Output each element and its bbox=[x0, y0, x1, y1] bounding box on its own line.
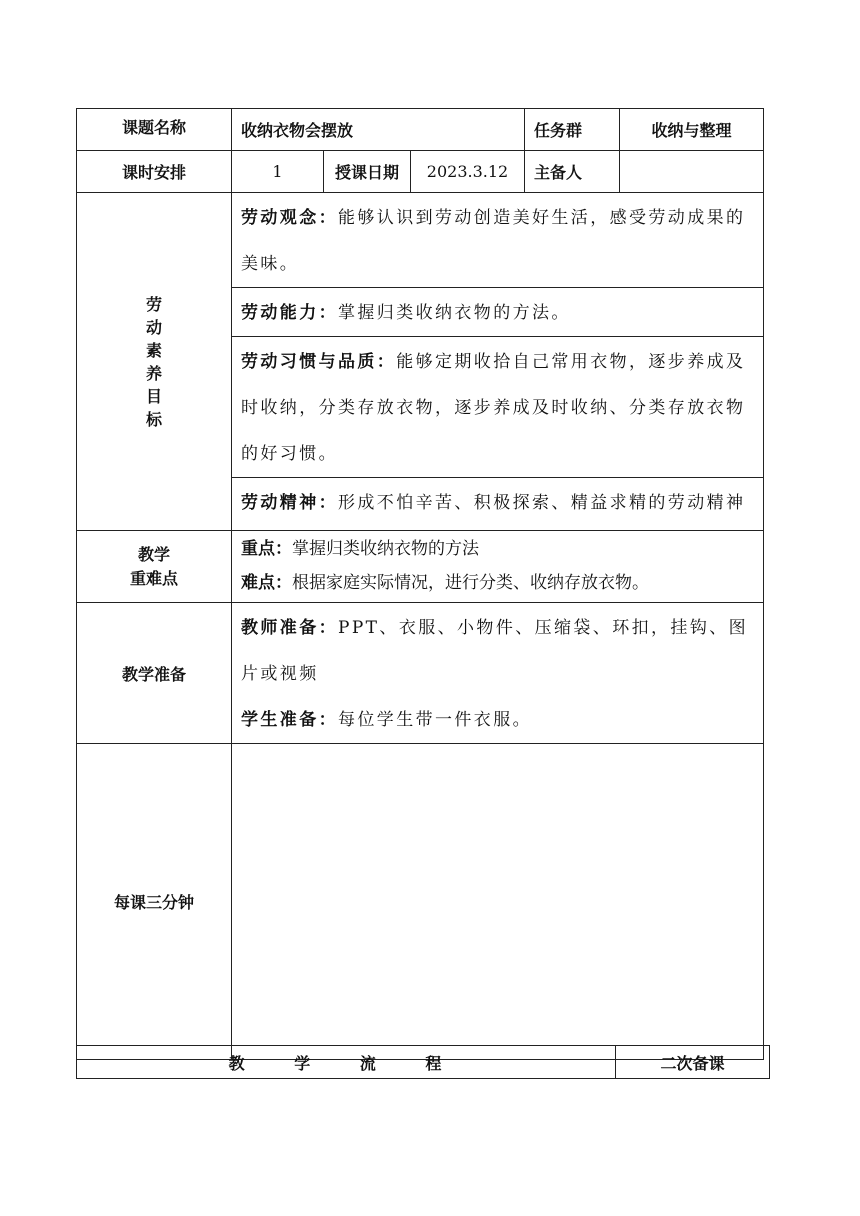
preparation-label: 教学准备 bbox=[77, 603, 232, 744]
teaching-process-text: 教 学 流 程 bbox=[228, 1053, 464, 1073]
literacy-label-vertical bbox=[144, 293, 164, 431]
literacy-item-title: 劳动精神： bbox=[241, 493, 338, 513]
date-label: 授课日期 bbox=[324, 151, 411, 193]
literacy-item-text: 能够认识到劳动创造美好生活，感受劳动成果的美味。 bbox=[241, 208, 746, 274]
three-minutes-label: 每课三分钟 bbox=[77, 744, 232, 1060]
literacy-item-text: 形成不怕辛苦、积极探索、精益求精的劳动精神 bbox=[338, 493, 746, 513]
keypoints-label-line2: 重难点 bbox=[129, 568, 178, 588]
literacy-label bbox=[77, 193, 232, 531]
topic-value: 收纳衣物会摆放 bbox=[232, 109, 525, 151]
difficult-point-title: 难点： bbox=[241, 573, 292, 593]
preparer-label: 主备人 bbox=[525, 151, 620, 193]
keypoints-label bbox=[77, 531, 232, 603]
preparation-content bbox=[232, 603, 764, 744]
literacy-item bbox=[232, 288, 764, 337]
literacy-item bbox=[232, 337, 764, 478]
literacy-item-title: 劳动能力： bbox=[241, 303, 338, 323]
keypoints-row bbox=[77, 531, 764, 603]
literacy-item-text: 能够定期收拾自己常用衣物，逐步养成及时收纳，分类存放衣物，逐步养成及时收纳、分类存放衣物的好习惯。 bbox=[241, 352, 746, 464]
preparer-value bbox=[620, 151, 764, 193]
literacy-label-char: 劳 bbox=[145, 294, 162, 314]
key-point-title: 重点： bbox=[241, 539, 292, 559]
student-prep-text: 每位学生带一件衣服。 bbox=[338, 710, 532, 730]
literacy-label-char: 动 bbox=[145, 317, 162, 337]
taskgroup-value: 收纳与整理 bbox=[620, 109, 764, 151]
literacy-row-1 bbox=[77, 193, 764, 288]
hours-value: 1 bbox=[232, 151, 324, 193]
literacy-label-char: 标 bbox=[145, 409, 162, 429]
topic-row bbox=[77, 109, 764, 151]
second-prep-label: 二次备课 bbox=[616, 1046, 770, 1079]
teaching-flow-header bbox=[76, 1045, 770, 1079]
lesson-plan-table bbox=[76, 108, 764, 1060]
student-prep-title: 学生准备： bbox=[241, 710, 338, 730]
schedule-row bbox=[77, 151, 764, 193]
literacy-item-title: 劳动观念： bbox=[241, 208, 338, 228]
teacher-prep-text: PPT、衣服、小物件、压缩袋、环扣，挂钩、图片或视频 bbox=[241, 618, 749, 684]
topic-label: 课题名称 bbox=[77, 109, 232, 151]
difficult-point-text: 根据家庭实际情况，进行分类、收纳存放衣物。 bbox=[292, 573, 649, 593]
keypoints-label-line1: 教学 bbox=[137, 544, 170, 564]
key-point-text: 掌握归类收纳衣物的方法 bbox=[292, 539, 479, 559]
three-minutes-content bbox=[232, 744, 764, 1060]
literacy-item bbox=[232, 193, 764, 288]
hours-label: 课时安排 bbox=[77, 151, 232, 193]
literacy-label-char: 养 bbox=[145, 363, 162, 383]
teaching-process-label bbox=[77, 1046, 616, 1079]
literacy-item-text: 掌握归类收纳衣物的方法。 bbox=[338, 303, 571, 323]
literacy-label-char: 目 bbox=[145, 386, 162, 406]
preparation-row bbox=[77, 603, 764, 744]
literacy-item-title: 劳动习惯与品质： bbox=[241, 352, 397, 372]
taskgroup-label: 任务群 bbox=[525, 109, 620, 151]
literacy-label-char: 素 bbox=[145, 340, 162, 360]
teacher-prep-title: 教师准备： bbox=[241, 618, 338, 638]
keypoints-content bbox=[232, 531, 764, 603]
date-value: 2023.3.12 bbox=[411, 151, 525, 193]
three-minutes-row bbox=[77, 744, 764, 1060]
literacy-item bbox=[232, 478, 764, 531]
